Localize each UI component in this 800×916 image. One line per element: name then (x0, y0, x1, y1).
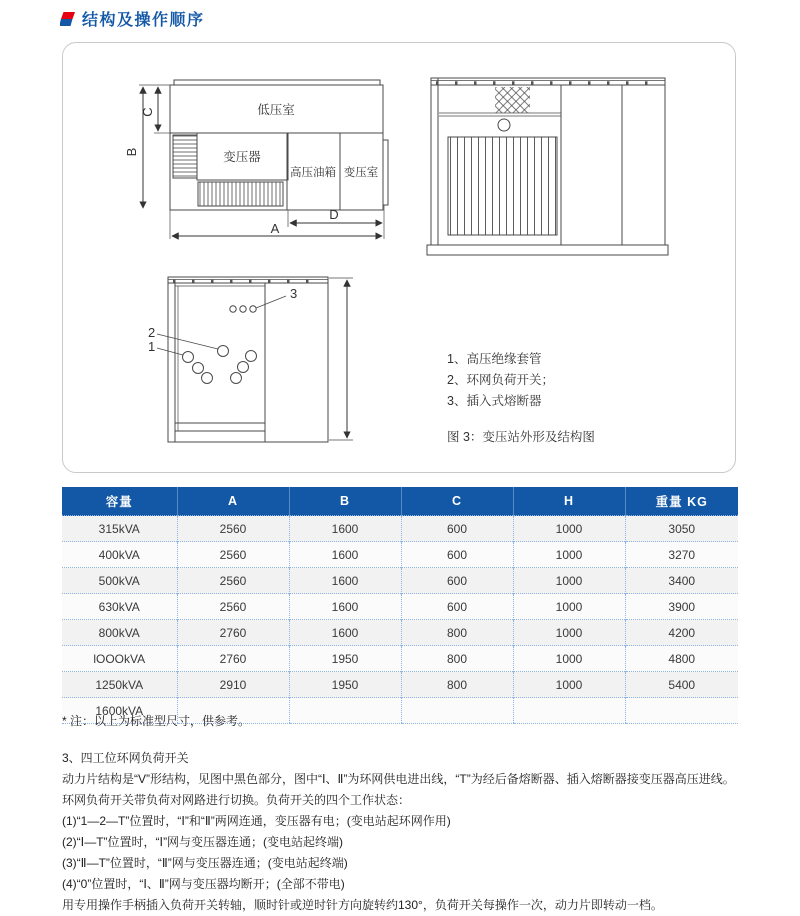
col-header-a: A (177, 487, 289, 516)
table-cell (289, 698, 401, 724)
room-label-transformer: 变压器 (223, 150, 261, 164)
section-bullet-icon (60, 12, 75, 26)
elevation-diagram (427, 78, 668, 255)
room-label-transformer-room: 变压室 (343, 167, 379, 179)
table-cell: 2760 (177, 620, 289, 646)
table-cell: 2560 (177, 542, 289, 568)
table-cell: 600 (401, 568, 513, 594)
section3-text (62, 748, 740, 916)
table-cell: 600 (401, 594, 513, 620)
table-row (62, 516, 738, 542)
table-cell: 1250kVA (62, 672, 177, 698)
table-cell: 600 (401, 516, 513, 542)
table-cell: 1600 (289, 516, 401, 542)
spec-table-header (62, 487, 738, 516)
col-header-h: H (513, 487, 625, 516)
table-row (62, 542, 738, 568)
table-cell: 1950 (289, 646, 401, 672)
table-cell: 1000 (513, 594, 625, 620)
front-view-diagram (157, 277, 353, 442)
door-handle (498, 119, 510, 131)
table-cell: 1600 (289, 620, 401, 646)
table-cell: 3900 (625, 594, 738, 620)
table-cell: 1000 (513, 568, 625, 594)
table-cell: 3050 (625, 516, 738, 542)
section3-heading: 3、四工位环网负荷开关 (62, 751, 189, 765)
table-cell: lOOOkVA (62, 646, 177, 672)
vent-grille-left (173, 135, 197, 178)
dim-label-B: B (124, 147, 139, 157)
table-cell: 2560 (177, 568, 289, 594)
table-cell: 315kVA (62, 516, 177, 542)
table-cell: 800kVA (62, 620, 177, 646)
table-cell: 1600 (289, 594, 401, 620)
table-cell: 1950 (289, 672, 401, 698)
figure-legend (447, 349, 554, 412)
table-cell: 400kVA (62, 542, 177, 568)
col-header-c: C (401, 487, 513, 516)
section3-item: (3)“Ⅱ—T”位置时，“Ⅱ”网与变压器连通；(变电站起终端) (62, 856, 348, 870)
table-cell: 4200 (625, 620, 738, 646)
section-title (60, 7, 205, 30)
room-label-hv-oil-tank: 高压油箱 (290, 167, 336, 179)
section3-body: 动力片结构是“V”形结构，见图中黑色部分，图中“Ⅰ、Ⅱ”为环网供电进出线，“T”为经后备熔断器、插入熔断器接变压器高压进线。环网负荷开关带负荷对网路进行切换。负荷开关的四个工作状态： (62, 772, 735, 807)
dim-label-A: A (270, 221, 280, 236)
table-cell: 1000 (513, 542, 625, 568)
structure-figure (62, 42, 736, 471)
table-cell: 2760 (177, 646, 289, 672)
section3-item: (1)“1—2—T”位置时，“Ⅰ”和“Ⅱ”两网连通，变压器有电；(变电站起环网作用) (62, 814, 451, 828)
table-cell: 630kVA (62, 594, 177, 620)
vent-crosshatch (495, 87, 530, 113)
section3-footer: 用专用操作手柄插入负荷开关转轴，顺时针或逆时针方向旋转约130°，负荷开关每操作一次，动力片即转动一档。 (62, 898, 663, 912)
table-cell: 1600 (289, 568, 401, 594)
table-row (62, 594, 738, 620)
section3-item: (4)“0”位置时，“Ⅰ、Ⅱ”网与变压器均断开；(全部不带电) (62, 877, 345, 891)
legend-item: 2、环网负荷开关； (447, 373, 554, 387)
spec-table-body (62, 516, 738, 724)
table-cell: 600 (401, 542, 513, 568)
table-row (62, 672, 738, 698)
table-cell: 1000 (513, 646, 625, 672)
callout-3: 3 (290, 286, 298, 301)
table-cell: 1600kVA (62, 698, 177, 724)
dim-label-C: C (140, 107, 155, 117)
table-cell: 1600 (289, 542, 401, 568)
table-row (62, 620, 738, 646)
page-title: 结构及操作顺序 (82, 12, 205, 29)
louver-door (448, 137, 557, 235)
table-cell: 800 (401, 672, 513, 698)
table-cell: 3400 (625, 568, 738, 594)
table-cell: 5400 (625, 672, 738, 698)
table-cell: 800 (401, 646, 513, 672)
table-cell: 2560 (177, 594, 289, 620)
table-row (62, 646, 738, 672)
table-cell: 3270 (625, 542, 738, 568)
table-note: * 注：以上为标准型尺寸，供参考。 (62, 714, 251, 728)
table-row (62, 568, 738, 594)
table-cell: 2910 (177, 672, 289, 698)
callout-2: 2 (148, 325, 156, 340)
table-cell: 4800 (625, 646, 738, 672)
table-cell: 1000 (513, 620, 625, 646)
figure-caption: 图 3：变压站外形及结构图 (447, 430, 595, 444)
table-cell: 1000 (513, 516, 625, 542)
table-cell (401, 698, 513, 724)
col-header-b: B (289, 487, 401, 516)
table-cell (513, 698, 625, 724)
col-header-weight: 重量 KG (625, 487, 738, 516)
legend-item: 1、高压绝缘套管 (447, 352, 542, 366)
section3-item: (2)“Ⅰ—T”位置时，“Ⅰ”网与变压器连通；(变电站起终端) (62, 835, 344, 849)
spec-table (62, 487, 738, 724)
room-label-low-voltage: 低压室 (257, 103, 295, 117)
table-cell: 800 (401, 620, 513, 646)
table-cell: 2560 (177, 516, 289, 542)
table-cell: 1000 (513, 672, 625, 698)
col-header-capacity: 容量 (62, 487, 177, 516)
table-cell: 500kVA (62, 568, 177, 594)
callout-1: 1 (148, 339, 156, 354)
table-cell (625, 698, 738, 724)
vent-grille-bottom (198, 182, 283, 206)
legend-item: 3、插入式熔断器 (447, 394, 542, 408)
dim-label-D: D (329, 207, 339, 222)
